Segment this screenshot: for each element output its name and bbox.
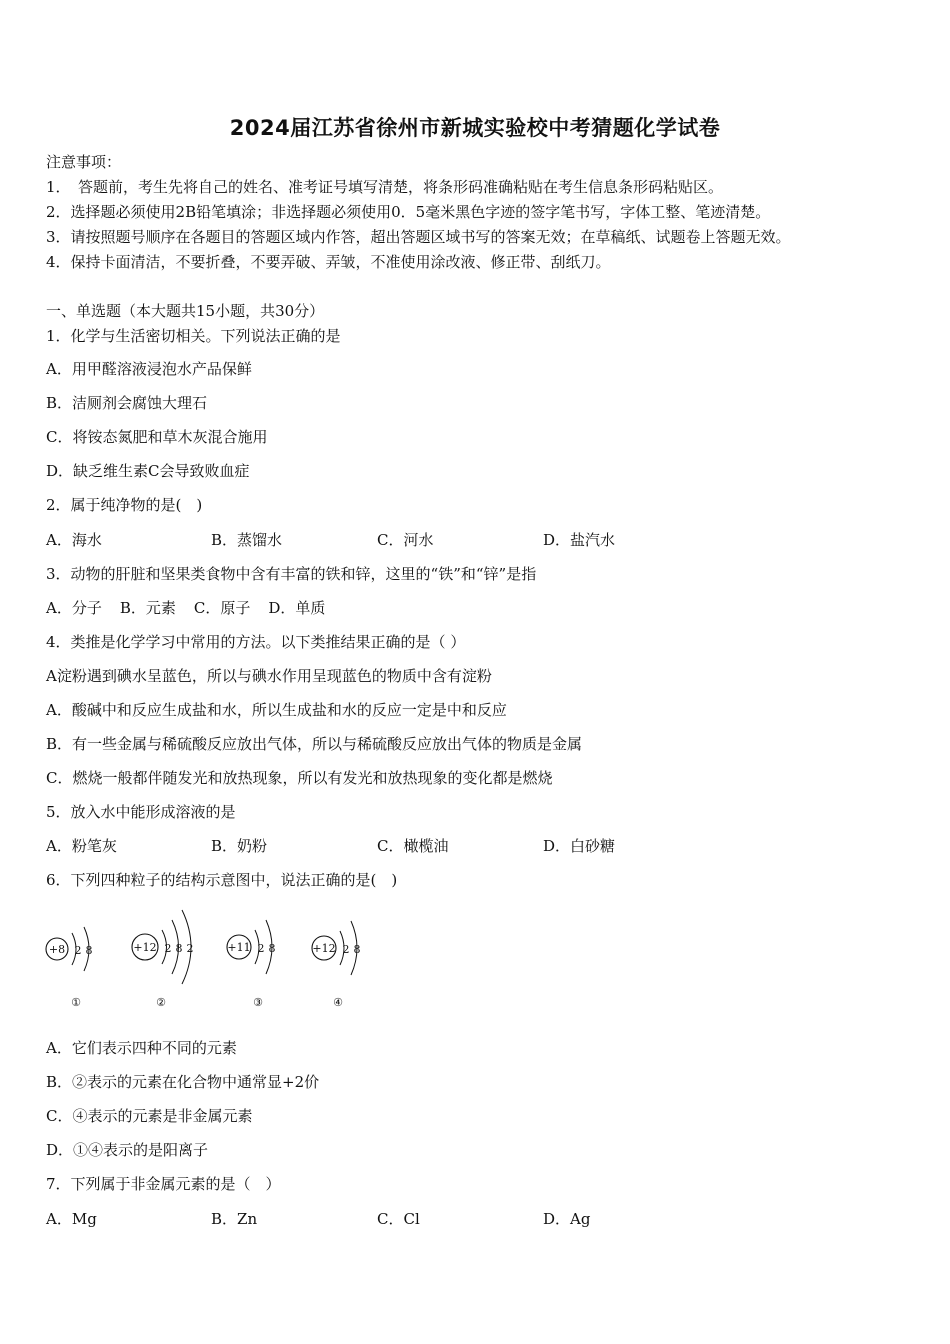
question-7-option-a: A．Mg [46,1210,97,1228]
atomic-structure-diagram [40,900,380,1015]
particle-2-diagram [132,910,194,1009]
notice-item-4: 4．保持卡面清洁，不要折叠，不要弄破、弄皱，不准使用涂改液、修正带、刮纸刀。 [46,253,611,271]
particle-4-nucleus: +12 [312,942,336,955]
question-1-option-d: D．缺乏维生素C会导致败血症 [46,462,250,480]
question-2-option-d: D．盐汽水 [543,531,616,549]
question-2-option-b: B．蒸馏水 [211,531,283,549]
particle-3-shell-1: 2 [257,942,265,955]
particle-2-label: ② [156,996,166,1009]
question-4-option-4: C．燃烧一般都伴随发光和放热现象，所以有发光和放热现象的变化都是燃烧 [46,769,553,787]
question-3-option-a: A．分子 [46,599,102,617]
question-4-stem: 4．类推是化学学习中常用的方法。以下类推结果正确的是（ ） [46,633,466,651]
question-3-options [46,598,343,618]
question-2-option-c: C．河水 [377,531,434,549]
question-7-stem: 7．下列属于非金属元素的是（ ） [46,1175,281,1193]
question-7-option-d: D．Ag [543,1210,591,1228]
notice-item-2: 2．选择题必须使用2B铅笔填涂；非选择题必须使用0．5毫米黑色字迹的签字笔书写，字体工整、笔迹清楚。 [46,203,771,221]
particle-1-label: ① [71,996,81,1009]
question-5-option-b: B．奶粉 [211,837,268,855]
particle-4-diagram [312,921,361,1009]
question-3-stem: 3．动物的肝脏和坚果类食物中含有丰富的铁和锌，这里的“铁”和“锌”是指 [46,565,537,583]
question-5-option-a: A．粉笔灰 [46,837,117,855]
particle-3-diagram [227,920,276,1009]
question-3-option-c: C．原子 [193,599,251,617]
particle-2-nucleus: +12 [133,941,157,954]
question-2-stem: 2．属于纯净物的是( ) [46,496,203,514]
notice-heading: 注意事项： [46,153,122,171]
question-3-option-d: D．单质 [268,599,326,617]
particle-2-shell-2: 8 [175,942,183,955]
question-2-option-a: A．海水 [46,531,102,549]
notice-item-1: 1． 答题前，考生先将自己的姓名、准考证号填写清楚，将条形码准确粘贴在考生信息条形码粘贴区。 [46,178,724,196]
question-6-option-b: B．②表示的元素在化合物中通常显+2价 [46,1073,320,1091]
question-5-option-d: D．白砂糖 [543,837,616,855]
particle-1-diagram [46,927,93,1009]
particle-2-shell-1: 2 [164,942,172,955]
page-title: 2024届江苏省徐州市新城实验校中考猜题化学试卷 [229,116,721,140]
question-7-option-b: B．Zn [211,1210,258,1228]
question-1-stem: 1．化学与生活密切相关。下列说法正确的是 [46,327,341,345]
particle-4-label: ④ [333,996,343,1009]
section-heading: 一、单选题（本大题共15小题，共30分） [46,302,325,320]
particle-1-shell-1: 2 [74,944,82,957]
question-5-stem: 5．放入水中能形成溶液的是 [46,803,236,821]
particle-3-nucleus: +11 [227,941,251,954]
question-4-option-3: B．有一些金属与稀硫酸反应放出气体，所以与稀硫酸反应放出气体的物质是金属 [46,735,583,753]
question-7-option-c: C．Cl [377,1210,420,1228]
question-6-option-d: D．①④表示的是阳离子 [46,1141,209,1159]
particle-4-shell-2: 8 [353,943,361,956]
particle-3-shell-2: 8 [268,942,276,955]
particle-1-shell-2: 8 [85,944,93,957]
question-6-option-a: A．它们表示四种不同的元素 [46,1039,237,1057]
question-5-option-c: C．橄榄油 [377,837,449,855]
question-1-option-b: B．洁厕剂会腐蚀大理石 [46,394,208,412]
question-6-option-c: C．④表示的元素是非金属元素 [46,1107,253,1125]
question-6-stem: 6．下列四种粒子的结构示意图中，说法正确的是( ) [46,871,398,889]
question-4-option-2: A．酸碱中和反应生成盐和水，所以生成盐和水的反应一定是中和反应 [46,701,507,719]
question-1-option-c: C．将铵态氮肥和草木灰混合施用 [46,428,268,446]
particle-4-shell-1: 2 [342,943,350,956]
particle-2-shell-3: 2 [186,942,194,955]
question-4-option-1: A淀粉遇到碘水呈蓝色，所以与碘水作用呈现蓝色的物质中含有淀粉 [46,667,492,685]
particle-3-label: ③ [253,996,263,1009]
question-1-option-a: A．用甲醛溶液浸泡水产品保鲜 [46,360,252,378]
question-3-option-b: B．元素 [119,599,176,617]
notice-item-3: 3．请按照题号顺序在各题目的答题区域内作答，超出答题区域书写的答案无效；在草稿纸、试题卷上答题无效。 [46,228,791,246]
particle-1-nucleus: +8 [48,943,66,956]
